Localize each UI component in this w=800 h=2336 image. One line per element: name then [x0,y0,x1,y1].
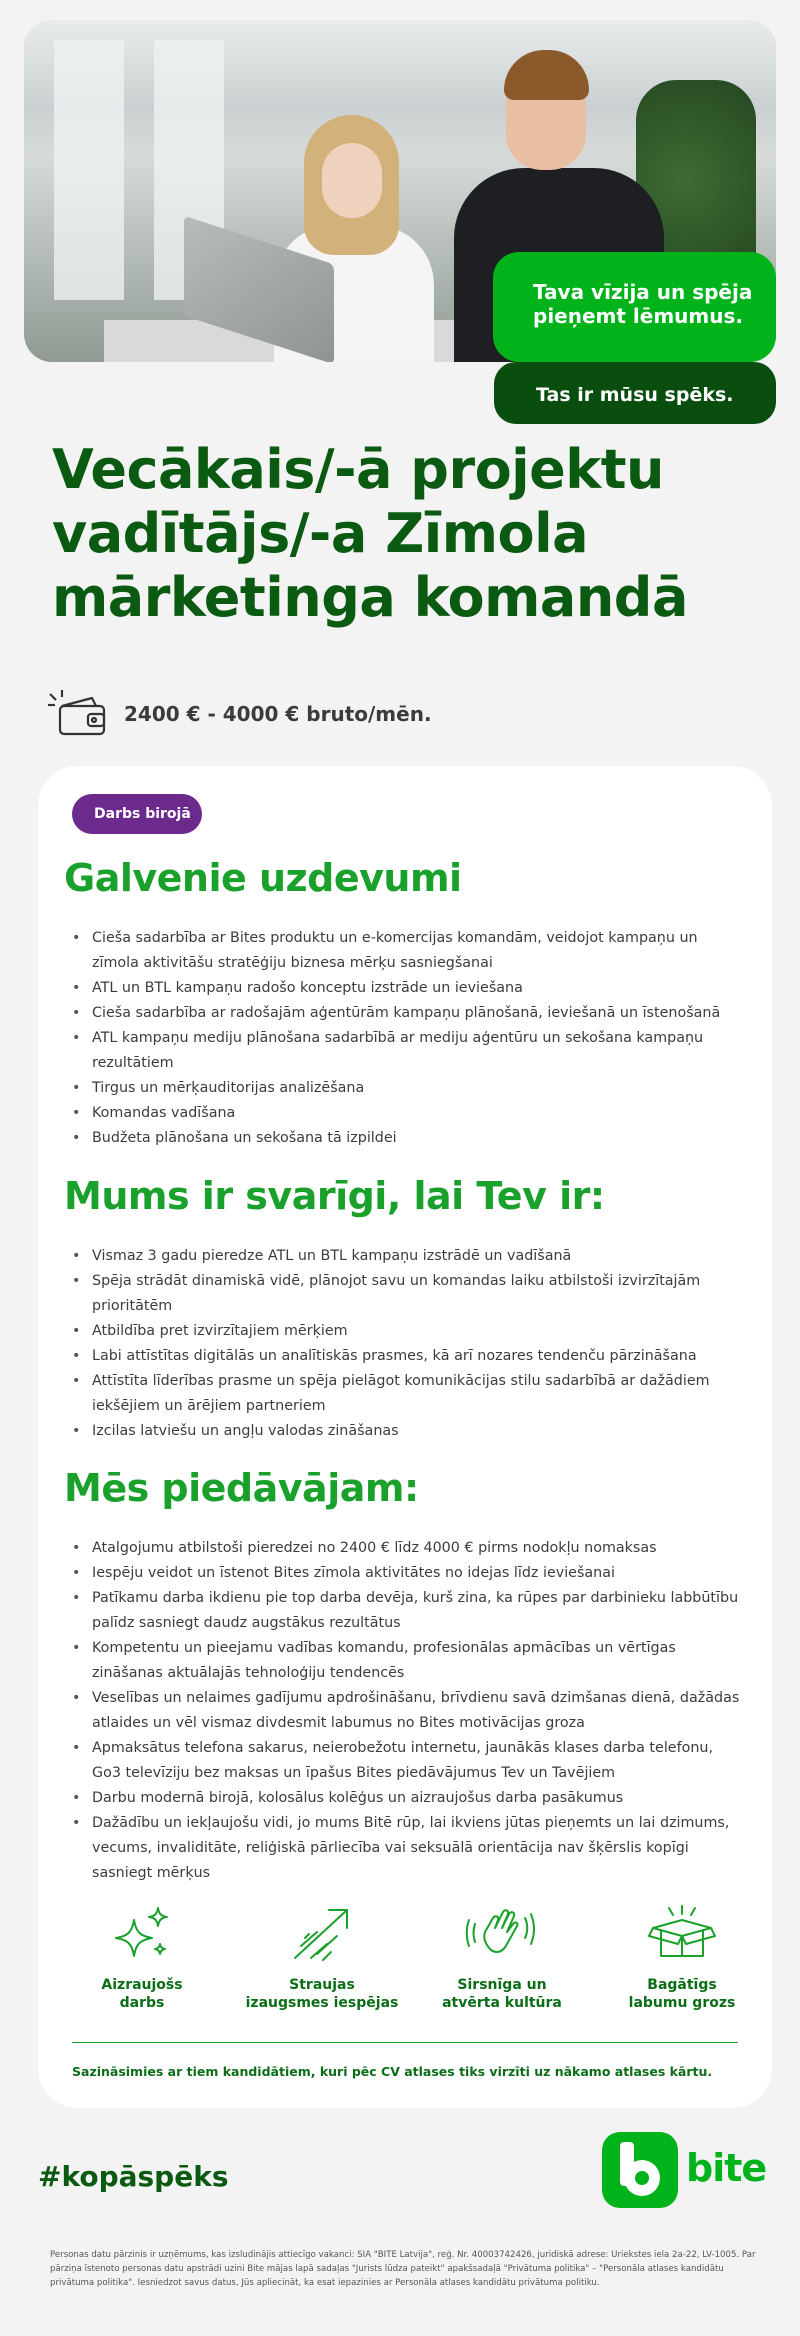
hero-slogan-bubble: Tava vīzija un spēja pieņemt lēmumus. [493,252,776,362]
waving-hand-icon [465,1904,539,1964]
requirements-list [72,1244,742,1444]
list-item: • Komandas vadīšana [72,1101,742,1126]
benefit-perks [594,1904,770,2012]
gift-box-icon [647,1904,717,1964]
hero-tagline-bubble: Tas ir mūsu spēks. [494,362,776,424]
list-item: • Patīkamu darba ikdienu pie top darba devēja, kurš zina, ka rūpes par darbinieku labbūtību palīdz sasniegt daudz augstākus rezultātus [72,1586,742,1636]
hero-window [54,40,124,300]
list-item: • Atbildība pret izvirzītajiem mērķiem [72,1319,742,1344]
bite-logo-icon [602,2132,678,2208]
bite-logo [602,2132,767,2208]
list-item: • Vismaz 3 gadu pieredze ATL un BTL kampaņu izstrādē un vadīšanā [72,1244,742,1269]
section-title-offer: Mēs piedāvājam: [64,1466,419,1510]
list-item: • Veselības un nelaimes gadījumu apdrošināšanu, brīvdienu savā dzimšanas dienā, dažādas atlaides un vēl vismaz divdesmit labumus no Bites motivācijas groza [72,1686,742,1736]
list-item: • Budžeta plānošana un sekošana tā izpildei [72,1126,742,1151]
list-item: • Cieša sadarbība ar radošajām aģentūrām kampaņu plānošanā, ieviešanā un īstenošanā [72,1001,742,1026]
list-item: • Izcilas latviešu un angļu valodas zināšanas [72,1419,742,1444]
list-item: • Cieša sadarbība ar Bites produktu un e-komercijas komandām, veidojot kampaņu un zīmola aktivitāšu stratēģiju biznesa mērķu sasniegšanai [72,926,742,976]
list-item: • Iespēju veidot un īstenot Bites zīmola aktivitātes no idejas līdz ieviešanai [72,1561,742,1586]
benefit-label: Bagātīgs labumu grozs [628,1977,736,2011]
salary-range: 2400 € - 4000 € bruto/mēn. [124,702,432,726]
hashtag: #kopāspēks [38,2160,229,2193]
list-item: • Dažādību un iekļaujošu vidi, jo mums Bitē rūp, lai ikviens jūtas pieņemts un lai dzimums, vecums, invaliditāte, reliģiskā pārliecība vai seksuālā orientācija nav šķērslis kopīgi sasniegt mērķus [72,1811,742,1886]
contact-note: Sazināsimies ar tiem kandidātiem, kuri pēc CV atlases tiks virzīti uz nākamo atlases kārtu. [72,2064,713,2079]
benefits-row [38,1904,772,2034]
list-item: • Attīstīta līderības prasme un spēja pielāgot komunikācijas stilu sadarbībā ar dažādiem iekšējiem un ārējiem partneriem [72,1369,742,1419]
list-item: • Tirgus un mērķauditorijas analizēšana [72,1076,742,1101]
section-title-requirements: Mums ir svarīgi, lai Tev ir: [64,1174,605,1218]
list-item: • ATL un BTL kampaņu radošo konceptu izstrāde un ieviešana [72,976,742,1001]
list-item: • Apmaksātus telefona sakarus, neierobežotu internetu, jaunākās klases darba telefonu, Go3 televīziju bez maksas un īpašus Bites piedāvājumus Tev un Tavējiem [72,1736,742,1786]
privacy-note: Personas datu pārzinis ir uzņēmums, kas izsludinājis attiecīgo vakanci: SIA "BITE Latvija", reģ. Nr. 40003742426, juridiskā adrese: Uriekstes iela 2a-22, LV-1005. Par pārziņa īstenoto personas datu apstrādi uzini Bite mājas lapā sadaļas "Jurists lūdza pateikt" apakšsadaļā "Privātuma politika" – "Personāla atlases kandidātu privātuma politika". Iesniedzot savus datus, Jūs apliecināt, ka esat iepazinies ar Personāla atlases kandidātu privātuma politiku. [50,2250,756,2288]
brand-name: bite [686,2146,767,2190]
sparkle-icon [110,1904,174,1964]
list-item: • ATL kampaņu mediju plānošana sadarbībā ar mediju aģentūru un sekošana kampaņu rezultātiem [72,1026,742,1076]
growth-arrows-icon [287,1904,357,1964]
tasks-list [72,926,742,1151]
benefit-label: Aizraujošs darbs [101,1977,183,2011]
benefit-culture [414,1904,590,2012]
job-title: Vecākais/-ā projektu vadītājs/-a Zīmola mārketinga komandā [52,438,688,629]
list-item: • Kompetentu un pieejamu vadības komandu, profesionālas apmācības un vērtīgas zināšanas aktuālajās tehnoloģiju tendencēs [72,1636,742,1686]
benefit-label: Sirsnīga un atvērta kultūra [442,1977,562,2011]
list-item: • Labi attīstītas digitālās un analītiskās prasmes, kā arī nozares tendenču pārzināšana [72,1344,742,1369]
job-details-card [38,766,772,2108]
list-item: • Darbu modernā birojā, kolosālus kolēģus un aizraujošus darba pasākumus [72,1786,742,1811]
work-type-badge: Darbs birojā [72,794,202,834]
section-title-tasks: Galvenie uzdevumi [64,856,462,900]
divider [72,2042,738,2043]
benefit-growth [234,1904,410,2012]
benefit-label: Straujas izaugsmes iespējas [245,1977,399,2011]
list-item: • Atalgojumu atbilstoši pieredzei no 2400 € līdz 4000 € pirms nodokļu nomaksas [72,1536,742,1561]
offer-list [72,1536,742,1886]
wallet-icon [48,690,108,736]
list-item: • Spēja strādāt dinamiskā vidē, plānojot savu un komandas laiku atbilstoši izvirzītajām prioritātēm [72,1269,742,1319]
benefit-exciting-work [54,1904,230,2012]
